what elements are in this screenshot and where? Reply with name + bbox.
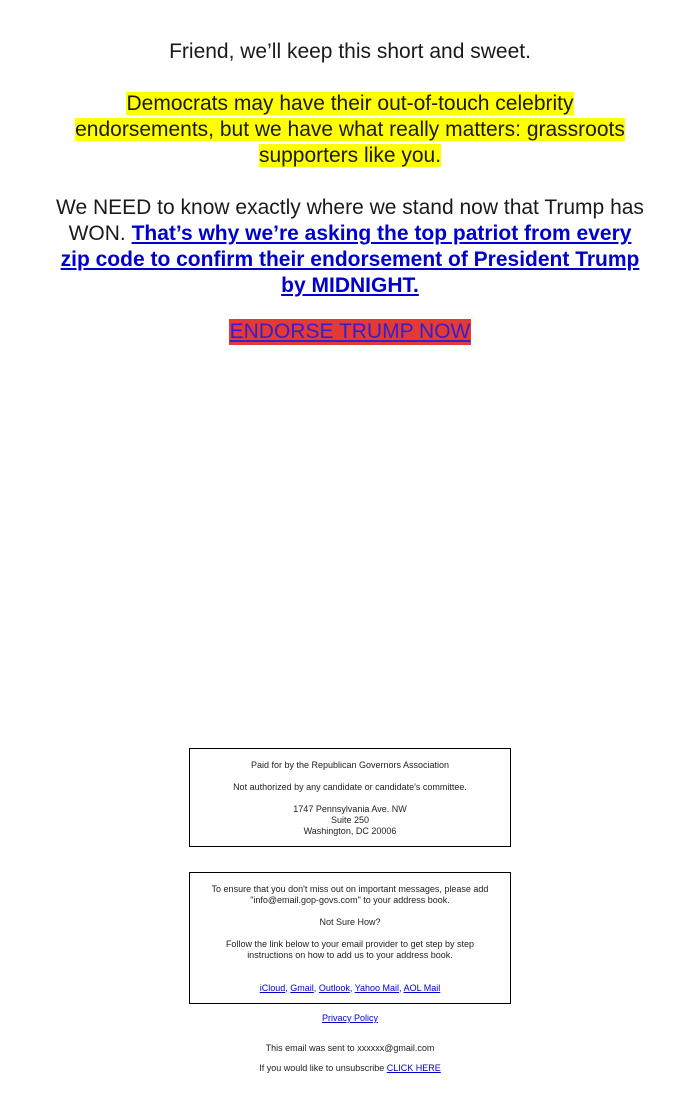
follow-text: Follow the link below to your email provider to get step by step instructions on how to add us to your address book. <box>225 939 475 960</box>
not-sure-text: Not Sure How? <box>319 917 381 927</box>
endorse-trump-button[interactable]: ENDORSE TRUMP NOW <box>229 320 471 343</box>
need-paragraph <box>55 195 645 299</box>
address-line-3: Washington, DC 20006 <box>303 826 397 836</box>
unsubscribe-link[interactable]: CLICK HERE <box>386 1063 441 1073</box>
endorsement-link[interactable]: That’s why we’re asking the top patriot from every zip code to confirm their endorsement of President Trump by MIDNIGHT. <box>60 222 640 297</box>
address-line-2: Suite 250 <box>330 815 370 825</box>
highlight-paragraph <box>55 91 645 169</box>
sent-to-line <box>0 1043 700 1054</box>
aol-mail-link[interactable]: AOL Mail <box>403 983 441 993</box>
separator: , <box>349 983 355 993</box>
unsubscribe-line <box>0 1063 700 1074</box>
recipient-email: xxxxxx@gmail.com <box>357 1043 435 1053</box>
address-book-box <box>189 872 511 1004</box>
need-text: We NEED to know exactly where we stand now that Trump has WON. <box>56 196 644 245</box>
sent-to-prefix: This email was sent to <box>265 1043 358 1053</box>
separator: , <box>285 983 291 993</box>
privacy-policy-link[interactable]: Privacy Policy <box>321 1013 378 1023</box>
paid-for-text: Paid for by the Republican Governors Association <box>250 760 450 770</box>
provider-links <box>190 983 510 994</box>
disclaimer-box <box>189 748 511 847</box>
outlook-link[interactable]: Outlook <box>318 983 350 993</box>
unsubscribe-prefix: If you would like to unsubscribe <box>259 1063 387 1073</box>
highlighted-text: Democrats may have their out-of-touch celebrity endorsements, but we have what really matters: grassroots supporters like you. <box>75 92 625 167</box>
separator: , <box>399 983 404 993</box>
greeting-text: Friend, we’ll keep this short and sweet. <box>169 40 531 63</box>
not-authorized-text: Not authorized by any candidate or candidate's committee. <box>233 782 467 792</box>
yahoo-mail-link[interactable]: Yahoo Mail <box>354 983 400 993</box>
ensure-text: To ensure that you don't miss out on important messages, please add "info@email.gop-govs.com" to your address book. <box>211 884 489 905</box>
privacy-policy-line <box>0 1013 700 1024</box>
gmail-link[interactable]: Gmail <box>290 983 314 993</box>
address-line-1: 1747 Pennsylvania Ave. NW <box>293 804 407 814</box>
separator: , <box>313 983 319 993</box>
cta-container <box>0 319 700 345</box>
icloud-link[interactable]: iCloud <box>259 983 286 993</box>
